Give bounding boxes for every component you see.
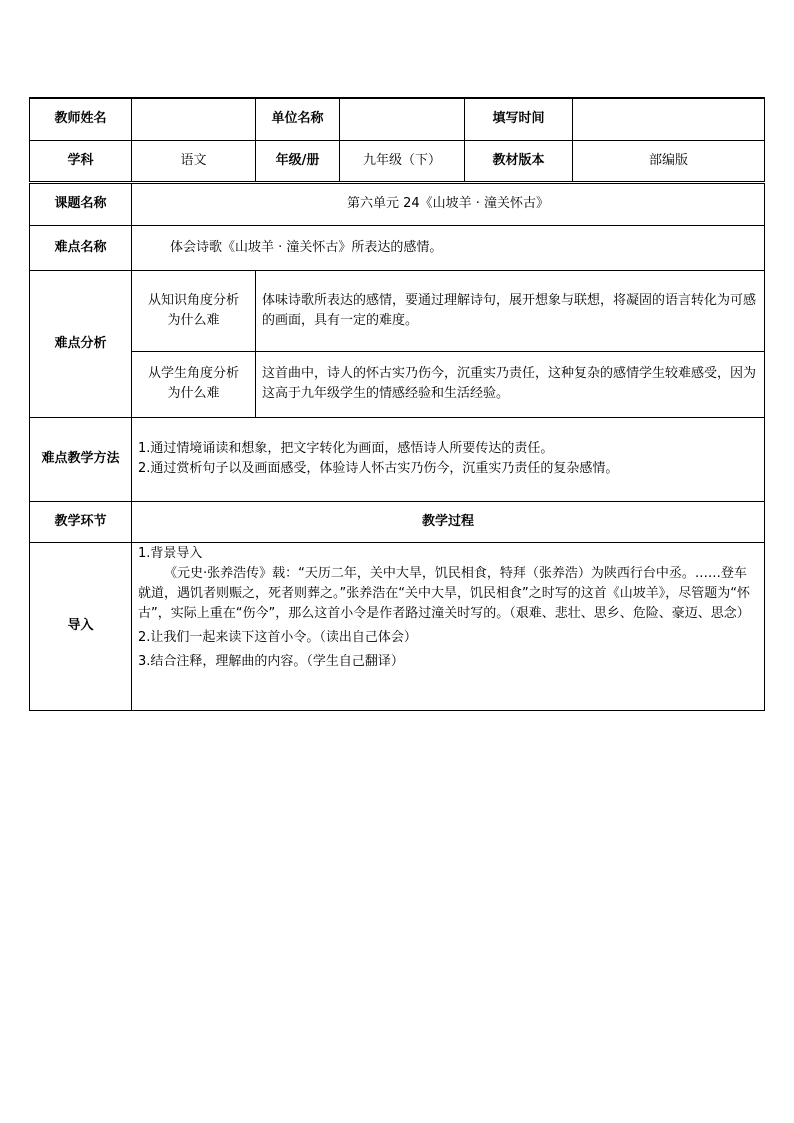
teacher-name-value [132,98,256,140]
intro-row [30,542,765,710]
subject-value: 语文 [132,140,256,182]
teaching-process-label: 教学过程 [132,501,765,542]
lesson-plan-table [29,97,765,711]
header-row-2 [30,140,765,182]
method-content [132,417,765,501]
difficulty-label: 难点名称 [30,225,132,270]
analysis-student-row [30,351,765,417]
method-item-2: 2.通过赏析句子以及画面感受，体验诗人怀古实乃伤今，沉重实乃责任的复杂感情。 [138,461,619,476]
difficulty-row [30,225,765,270]
process-header-row [30,501,765,542]
grade-value: 九年级（下） [340,140,465,182]
edition-value: 部编版 [573,140,765,182]
intro-step-3: 3.结合注释，理解曲的内容。（学生自己翻译） [138,653,404,669]
unit-name-label: 单位名称 [256,98,340,140]
intro-step-1-text: 《元史·张养浩传》载：“天历二年，关中大旱，饥民相食，特拜（张养浩）为陕西行台中丞。……登车就道，遇饥者则赈之，死者则葬之。”张养浩在“关中大旱，饥民相食”之时写的这首《山坡羊》，尽管题为“怀古”，实际上重在“伤今”，那么这首小令是作者路过潼关时写的。（艰难、悲壮、思乡、危险、豪迈、思念） [138,565,750,621]
intro-step-1-title: 1.背景导入 [138,545,203,561]
knowledge-angle-line-2: 为什么难 [167,312,220,328]
teaching-stage-label: 教学环节 [30,501,132,542]
subject-label: 学科 [30,140,132,182]
student-angle-line-2: 为什么难 [167,386,220,401]
topic-value: 第六单元 24《山坡羊 · 潼关怀古》 [132,182,765,225]
analysis-label: 难点分析 [30,270,132,417]
topic-label: 课题名称 [30,182,132,225]
method-row [30,417,765,501]
method-label: 难点教学方法 [30,417,132,501]
knowledge-angle-line-1: 从知识角度分析 [147,292,239,308]
edition-label: 教材版本 [465,140,573,182]
fill-date-label: 填写时间 [465,98,573,140]
knowledge-angle-text: 体味诗歌所表达的感情，要通过理解诗句，展开想象与联想，将凝固的语言转化为可感的画面，具有一定的难度。 [256,270,765,351]
student-angle-line-1: 从学生角度分析 [147,366,239,381]
fill-date-value [573,98,765,140]
intro-content [132,542,765,710]
difficulty-value: 体会诗歌《山坡羊 · 潼关怀古》所表达的感情。 [132,225,765,270]
student-angle-label [132,351,256,417]
intro-step-2: 2.让我们一起来读下这首小令。（读出自己体会） [138,629,417,645]
teacher-name-label: 教师姓名 [30,98,132,140]
grade-label: 年级/册 [256,140,340,182]
student-angle-text: 这首曲中，诗人的怀古实乃伤今，沉重实乃责任，这种复杂的感情学生较难感受，因为这高于九年级学生的情感经验和生活经验。 [256,351,765,417]
topic-row [30,182,765,225]
knowledge-angle-label [132,270,256,351]
method-item-1: 1.通过情境诵读和想象，把文字转化为画面，感悟诗人所要传达的责任。 [138,441,554,456]
unit-name-value [340,98,465,140]
intro-label: 导入 [30,542,132,710]
analysis-knowledge-row [30,270,765,351]
header-row-1 [30,98,765,140]
